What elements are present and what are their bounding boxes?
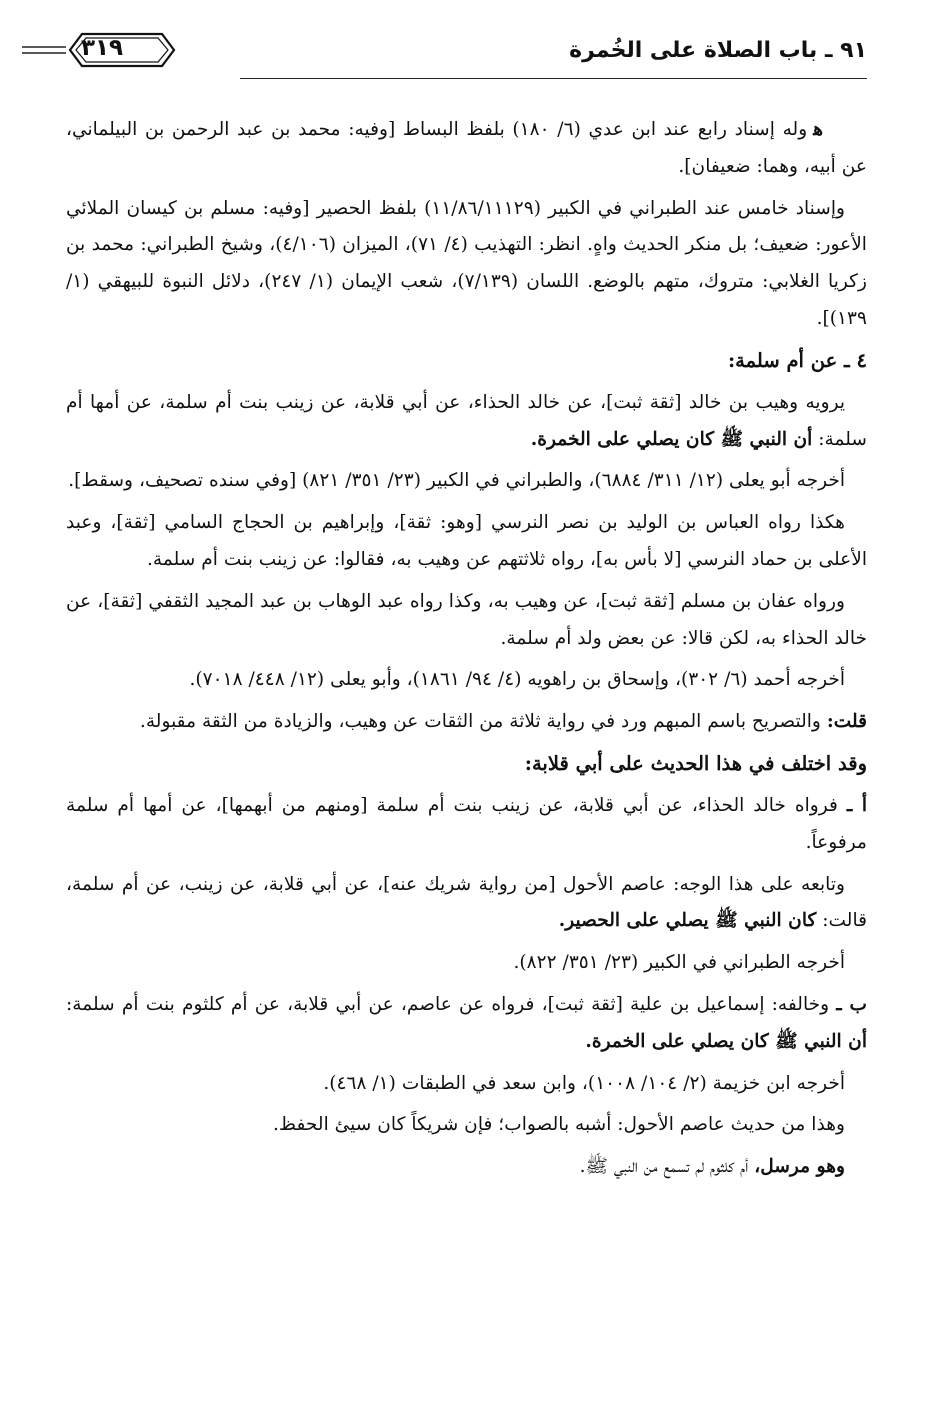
paragraph-text: فرواه خالد الحذاء، عن أبي قلابة، عن زينب بنت أم سلمة [ومنهم من أبهمها]، عن أمها أم سلمة مرفوعاً. bbox=[66, 794, 867, 853]
header-rule bbox=[240, 78, 867, 79]
hadith-text: أن النبي ﷺ كان يصلي على الخمرة. bbox=[585, 1030, 867, 1052]
paragraph-4 bbox=[66, 463, 867, 500]
paragraph-text: والتصريح باسم المبهم ورد في رواية ثلاثة من الثقات عن وهيب، والزيادة من الثقة مقبولة. bbox=[139, 711, 827, 733]
paragraph-text: أم كلثوم لم تسمع من النبي ﷺ. bbox=[579, 1156, 755, 1178]
chapter-title: ٩١ ـ باب الصلاة على الخُمرة bbox=[569, 38, 867, 63]
paragraph-8 bbox=[66, 704, 867, 741]
paragraph-14 bbox=[66, 1107, 867, 1144]
paragraph-lead: أ ـ bbox=[846, 794, 867, 816]
paragraph-12 bbox=[66, 987, 867, 1061]
paragraph-text: وخالفه: إسماعيل بن علية [ثقة ثبت]، فرواه عن عاصم، عن أبي قلابة، عن أم كلثوم بنت أم سلمة: bbox=[66, 993, 837, 1015]
paragraph-text: أخرجه أحمد (٦/ ٣٠٢)، وإسحاق بن راهويه (٤/ ٩٤/ ١٨٦١)، وأبو يعلى (١٢/ ٤٤٨/ ٧٠١٨). bbox=[189, 669, 845, 691]
section-heading-disagreement: وقد اختلف في هذا الحديث على أبي قلابة: bbox=[524, 751, 867, 775]
paragraph-text: وله إسناد رابع عند ابن عدي (٦/ ١٨٠) بلفظ البساط [وفيه: محمد بن عبد الرحمن بن البيلماني، عن أبيه، وهما: ضعيفان]. bbox=[66, 119, 867, 177]
paragraph-text: وهذا من حديث عاصم الأحول: أشبه بالصواب؛ فإن شريكاً كان سيئ الحفظ. bbox=[272, 1114, 845, 1136]
hadith-text: أن النبي ﷺ كان يصلي على الخمرة. bbox=[530, 428, 813, 450]
paragraph-15 bbox=[66, 1149, 867, 1186]
paragraph-9 bbox=[66, 788, 867, 862]
paragraph-text: وتابعه على هذا الوجه: عاصم الأحول [من رواية شريك عنه]، عن أبي قلابة، عن زينب، عن أم سلمة، قالت: bbox=[66, 873, 867, 932]
paragraph-lead: ب ـ bbox=[836, 993, 867, 1015]
section-heading-umm-salama: ٤ ـ عن أم سلمة: bbox=[727, 348, 867, 372]
page-number: ٣١٩ bbox=[80, 35, 124, 61]
main-text bbox=[66, 112, 867, 1191]
paragraph-7 bbox=[66, 662, 867, 699]
paragraph-5 bbox=[66, 505, 867, 579]
paragraph-lead: وهو مرسل، bbox=[754, 1156, 845, 1178]
paragraph-13 bbox=[66, 1066, 867, 1103]
paragraph-text: ورواه عفان بن مسلم [ثقة ثبت]، عن وهيب به، وكذا رواه عبد الوهاب بن عبد المجيد الثقفي [ثقة]، عن خالد الحذاء به، لكن قالا: عن بعض ولد أم سلمة. bbox=[66, 590, 867, 649]
hadith-text: كان النبي ﷺ يصلي على الحصير. bbox=[558, 910, 817, 932]
paragraph-text: وإسناد خامس عند الطبراني في الكبير (١١/٨٦/١١١٢٩) بلفظ الحصير [وفيه: مسلم بن كيسان الملائي الأعور: ضعيف؛ بل منكر الحديث واهٍ. انظر: التهذيب (٤/ ٧١)، الميزان (٤/١٠٦)، وشيخ الطبراني: محمد بن زكريا الغلابي: متروك، متهم بالوضع. اللسان (٧/١٣٩)، شعب الإيمان (١/ ٢٤٧)، دلائل النبوة للبيهقي (١/ ١٣٩)]. bbox=[66, 197, 867, 329]
paragraph-text: هكذا رواه العباس بن الوليد بن نصر النرسي [وهو: ثقة]، وإبراهيم بن الحجاج السامي [ثقة]، وعبد الأعلى بن حماد النرسي [لا بأس به]، رواه ثلاثتهم عن وهيب به، فقالوا: عن زينب بنت أم سلمة. bbox=[66, 512, 867, 570]
paragraph-bullet-icon: ﻫ bbox=[813, 119, 823, 140]
paragraph-6 bbox=[66, 584, 867, 658]
paragraph-text: يرويه وهيب بن خالد [ثقة ثبت]، عن خالد الحذاء، عن أبي قلابة، عن زينب بنت أم سلمة، عن أمها أم سلمة: bbox=[66, 391, 867, 450]
paragraph-lead: قلت: bbox=[826, 711, 867, 733]
paragraph-1 bbox=[66, 112, 867, 186]
paragraph-11 bbox=[66, 945, 867, 982]
paragraph-text: أخرجه الطبراني في الكبير (٢٣/ ٣٥١/ ٨٢٢). bbox=[513, 952, 845, 974]
paragraph-text: أخرجه ابن خزيمة (٢/ ١٠٤/ ١٠٠٨)، وابن سعد في الطبقات (١/ ٤٦٨). bbox=[323, 1072, 845, 1094]
paragraph-10 bbox=[66, 867, 867, 941]
paragraph-3 bbox=[66, 385, 867, 459]
paragraph-text: أخرجه أبو يعلى (١٢/ ٣١١/ ٦٨٨٤)، والطبراني في الكبير (٢٣/ ٣٥١/ ٨٢١) [وفي سنده تصحيف، وسقط]. bbox=[68, 470, 845, 492]
paragraph-2 bbox=[66, 191, 867, 338]
